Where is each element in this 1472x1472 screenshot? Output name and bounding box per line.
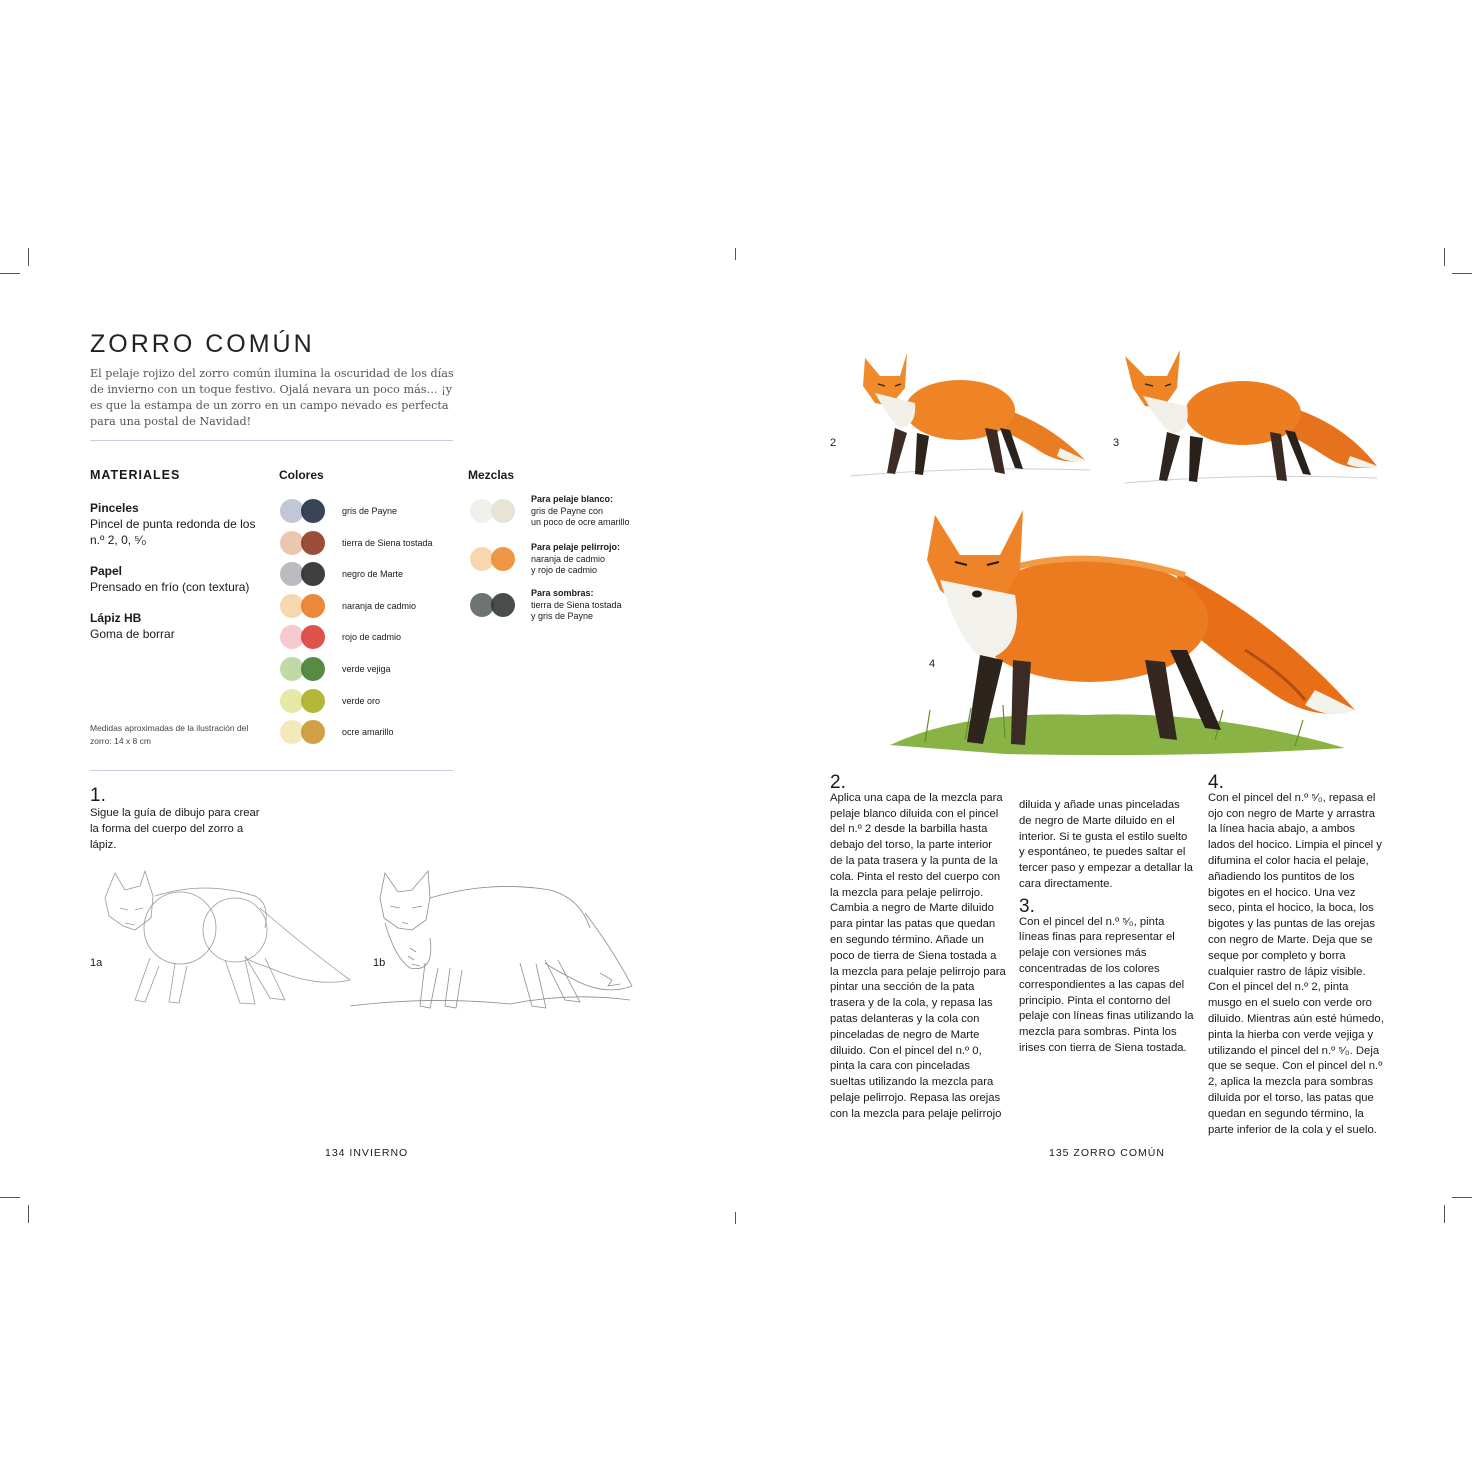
color-swatch-dark <box>301 689 325 713</box>
color-label: verde vejiga <box>342 664 391 674</box>
crop-mark <box>1452 1197 1472 1198</box>
step-1-text: Sigue la guía de dibujo para crear la forma del cuerpo del zorro a lápiz. <box>90 807 260 851</box>
step-4-number: 4. <box>1208 772 1224 793</box>
crop-mark <box>1452 273 1472 274</box>
figure-label-2: 2 <box>830 437 837 449</box>
colors-heading: Colores <box>279 468 324 482</box>
fox-sketch-1b <box>350 868 640 1013</box>
step-2-continued-column <box>1019 798 1195 1057</box>
page-title: ZORRO COMÚN <box>90 330 315 358</box>
figure-label-3: 3 <box>1113 437 1120 449</box>
step-2-text: Aplica una capa de la mezcla para pelaje blanco diluida con el pincel del n.º 2 desde la barbilla hasta debajo del torso, la parte interior de la pata trasera y la punta de la cola. Pinta el resto del cuerpo con la mezcla para pelaje pelirrojo. Cambia a negro de Marte diluido para pintar las patas que quedan en segundo término. Añade un poco de tierra de Siena tostada a la mezcla para pelaje pelirrojo para pintar una sección de la pata trasera y de la cola, y repasa las patas delanteras y la cola con pinceladas de negro de Marte diluido. Con el pincel del n.º 0, pinta la cara con pinceladas sueltas utilizando la mezcla para pelaje pelirrojo. Repasa las orejas con la mezcla para pelaje pelirrojo <box>830 791 1006 1120</box>
crop-mark <box>1444 248 1445 266</box>
mix-swatch-dark <box>491 547 515 571</box>
color-label: negro de Marte <box>342 569 404 580</box>
crop-mark <box>1444 1205 1445 1223</box>
fox-sketch-1a <box>95 868 355 1008</box>
figure-label-1b: 1b <box>373 957 386 969</box>
material-detail: Pincel de punta redonda de los n.º 2, 0, ⁵⁄₀ <box>90 517 256 547</box>
color-label: gris de Payne <box>342 506 398 516</box>
material-pencil <box>90 610 260 642</box>
crop-mark <box>735 1212 736 1224</box>
mix-swatch-dark <box>491 499 515 523</box>
color-swatch-dark <box>301 562 325 586</box>
materials-heading: MATERIALES <box>90 468 181 482</box>
color-label: naranja de cadmio <box>342 600 417 611</box>
mix-label-line: y rojo de cadmio <box>531 565 598 575</box>
mix-label <box>531 494 651 529</box>
step-2-continued-text: diluida y añade unas pinceladas de negro de Marte diluido en el interior. Si te gusta el estilo suelto y espontáneo, te puedes saltar el tercer paso y empezar a detallar la cara directamente. <box>1019 799 1193 890</box>
mix-label-line: un poco de ocre amarillo <box>531 517 630 527</box>
color-label: tierra de Siena tostada <box>342 537 433 548</box>
step-2-column <box>830 772 1006 1123</box>
crop-mark <box>28 1205 29 1223</box>
divider <box>90 440 453 441</box>
color-label: ocre amarillo <box>342 727 394 738</box>
material-name: Papel <box>90 564 123 578</box>
step-3-number: 3. <box>1019 895 1035 917</box>
material-name: Lápiz HB <box>90 611 142 625</box>
mix-label-line: Para pelaje blanco: <box>531 494 614 504</box>
figure-label-1a: 1a <box>90 957 103 969</box>
step-4-column <box>1208 772 1384 1138</box>
color-label: rojo de cadmio <box>342 632 402 643</box>
crop-mark <box>0 1197 20 1198</box>
step-2-number: 2. <box>830 772 846 793</box>
crop-mark <box>735 248 736 260</box>
color-swatch-dark <box>301 657 325 681</box>
mix-label-line: naranja de cadmio <box>531 553 606 564</box>
mix-swatch-dark <box>491 593 515 617</box>
step-1-number: 1. <box>90 785 106 806</box>
material-brushes <box>90 500 260 548</box>
page-folio-right: 135 ZORRO COMÚN <box>1049 1147 1165 1159</box>
material-detail: Prensado en frío (con textura) <box>90 580 250 594</box>
color-swatch-dark <box>301 625 325 649</box>
mix-label-line: y gris de Payne <box>531 611 594 621</box>
crop-mark <box>0 273 20 274</box>
mix-label <box>531 588 651 623</box>
mix-label <box>531 542 651 577</box>
fox-illustration-3 <box>1125 348 1380 488</box>
color-swatch-dark <box>301 499 325 523</box>
material-paper <box>90 563 260 595</box>
color-swatch-dark <box>301 720 325 744</box>
color-swatch-dark <box>301 594 325 618</box>
figure-label-4: 4 <box>929 658 936 670</box>
color-swatch-dark <box>301 531 325 555</box>
fox-illustration-2 <box>845 348 1095 483</box>
fox-illustration-4 <box>885 510 1360 760</box>
color-label: verde oro <box>342 695 381 706</box>
mix-label-line: tierra de Siena tostada <box>531 599 622 610</box>
mix-label-line: Para pelaje pelirrojo: <box>531 542 621 552</box>
divider <box>90 770 453 771</box>
material-detail: Goma de borrar <box>90 627 175 641</box>
material-name: Pinceles <box>90 501 139 515</box>
mixes-heading: Mezclas <box>468 468 515 482</box>
step-3-text: Con el pincel del n.º ⁵⁄₀, pinta líneas finas para representar el pelaje con versiones más concentradas de los colores correspondientes a las capas del principio. Pinta el contorno del pelaje con líneas finas utilizando la mezcla para sombras. Pinta los irises con tierra de Siena tostada. <box>1019 915 1194 1054</box>
measure-note: Medidas aproximadas de la ilustración del zorro: 14 x 8 cm <box>90 723 249 746</box>
step-4-text: Con el pincel del n.º ⁵⁄₀, repasa el ojo con negro de Marte y arrastra la línea hacia abajo, a ambos lados del hocico. Limpia el pincel y difumina el color hacia el pelaje, añadiendo los puntitos de los bigotes en el hocico. Una vez seco, pinta el hocico, la boca, los bigotes y las puntas de las orejas con negro de Marte. Deja que se seque por completo y borra cualquier rastro de lápiz visible. Con el pincel del n.º 2, pinta musgo en el suelo con verde oro diluido. Mientras aún esté húmedo, pinta la hierba con verde vejiga y utilizando el pincel del n.º ⁵⁄₀. Deja que se seque. Con el pincel del n.º 2, aplica la mezcla para sombras diluida por el torso, las patas que quedan en segundo término, la parte inferior de la cola y el suelo. <box>1208 791 1384 1136</box>
page-folio-left: 134 INVIERNO <box>325 1147 409 1159</box>
mix-label-line: Para sombras: <box>531 588 594 598</box>
crop-mark <box>28 248 29 266</box>
intro-paragraph: El pelaje rojizo del zorro común ilumina la oscuridad de los días de invierno con un toque festivo. Ojalá nevara un poco más… ¡y es que la estampa de un zorro en un campo nevado es perfecta para una postal de Navidad! <box>90 367 454 428</box>
mix-label-line: gris de Payne con <box>531 505 604 516</box>
